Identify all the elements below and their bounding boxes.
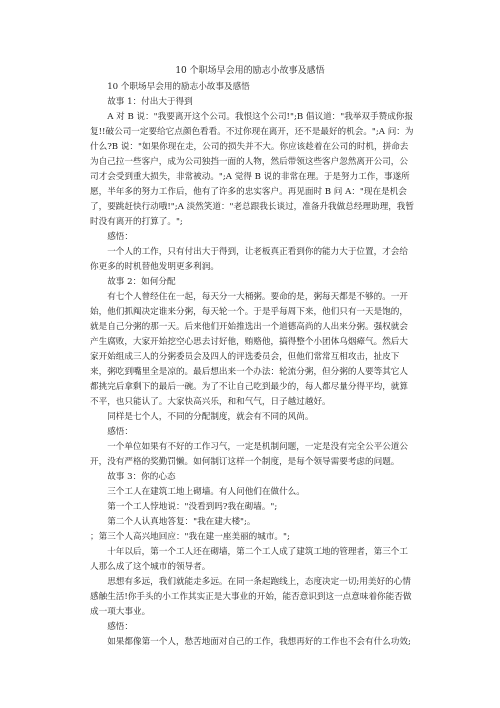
paragraph: 如果都像第一个人，愁苦地面对自己的工作，我想再好的工作也不会有什么功效; <box>107 637 411 647</box>
paragraph: 故事 1：付出大于得到 <box>107 97 193 107</box>
paragraph: 思想有多远，我们就能走多远。在同一条起跑线上，态度决定一切;用美好的心情感触生活!你手头的小工作其实正是大事业的开始，能否意识到这一点意味着你能否做成一项大事业。 <box>90 577 412 617</box>
paragraph: 同样是七个人，不同的分配制度，就会有不同的风尚。 <box>107 412 314 422</box>
paragraph: ；第三个人高兴地回应："我在建一座美丽的城市。"; <box>90 532 290 542</box>
paragraph: 一个人的工作，只有付出大于得到，让老板真正看到你的能力大于位置，才会给你更多的时机替他发明更多利润。 <box>90 247 408 272</box>
paragraph: 故事 2：如何分配 <box>107 277 176 287</box>
paragraph: 感悟： <box>107 622 133 632</box>
paragraph: 第二个人认真地答复："我在建大楼";。 <box>107 517 256 527</box>
paragraph: A 对 B 说："我要离开这个公司。我恨这个公司!";B 倡议道："我举双手赞成你报复!!破公司一定要给它点颜色看看。不过你现在离开，还不是最好的机会。";A 问：为什么?B 说："如果你现在走，公司的损失并不大。你应该趁着在公司的时机，拼命去为自己拉一些客户，成为公司独挡一面的人物，然后带领这些客户忽然离开公司，公司才会受到重大损失，非常被动。";A 觉得 B 说的非常在理。于是努力工作，事遂所愿，半年多的努力工作后，他有了许多的忠实客户。再见面时 B 问 A："现在是机会了，要跳赶快行动哦!";A 淡然笑道："老总跟我长谈过，准备升我做总经理助理，我暂时没有离开的打算了。"; <box>90 112 414 227</box>
paragraph: 感悟： <box>107 427 133 437</box>
paragraph: 三个工人在建筑工地上砌墙。有人问他们在做什么。 <box>107 487 305 497</box>
document-body <box>90 80 416 650</box>
paragraph: 第一个工人悖地说："没看到吗?我在砌墙。"; <box>107 502 278 512</box>
paragraph: 有七个人曾经住在一起，每天分一大桶粥。要命的是，粥每天都是不够的。一开始，他们抓阄决定谁来分粥，每天轮一个。于是乎每周下来，他们只有一天是饱的，就是自己分粥的那一天。后来他们开始推选出一个道德高尚的人出来分粥。强权就会产生腐败，大家开始挖空心思去讨好他，贿赂他，搞得整个小团体乌烟瘴气。然后大家开始组成三人的分粥委员会及四人的评选委员会，但他们常常互相攻击，扯皮下来，粥吃到嘴里全是凉的。最后想出来一个办法：轮流分粥，但分粥的人要等其它人都挑完后拿剩下的最后一碗。为了不让自己吃到最少的，每人都尽量分得平均，就算不平，也只能认了。大家快高兴乐，和和气气，日子越过越好。 <box>90 292 408 407</box>
paragraph: 10 个职场早会用的励志小故事及感悟 <box>107 82 250 92</box>
paragraph: 故事 3：你的心态 <box>107 472 176 482</box>
paragraph: 感悟： <box>107 232 133 242</box>
paragraph: 十年以后，第一个工人还在砌墙，第二个工人成了建筑工地的管理者，第三个工人那么成了这个城市的领导者。 <box>90 547 408 572</box>
document-title: 10 个职场早会用的励志小故事及感悟 <box>175 66 325 76</box>
paragraph: 一个单位如果有不好的工作习气，一定是机制问题，一定是没有完全公平公道公开，没有严格的奖勤罚懒。如何制订这样一个制度，是每个领导需要考虑的问题。 <box>90 442 408 467</box>
